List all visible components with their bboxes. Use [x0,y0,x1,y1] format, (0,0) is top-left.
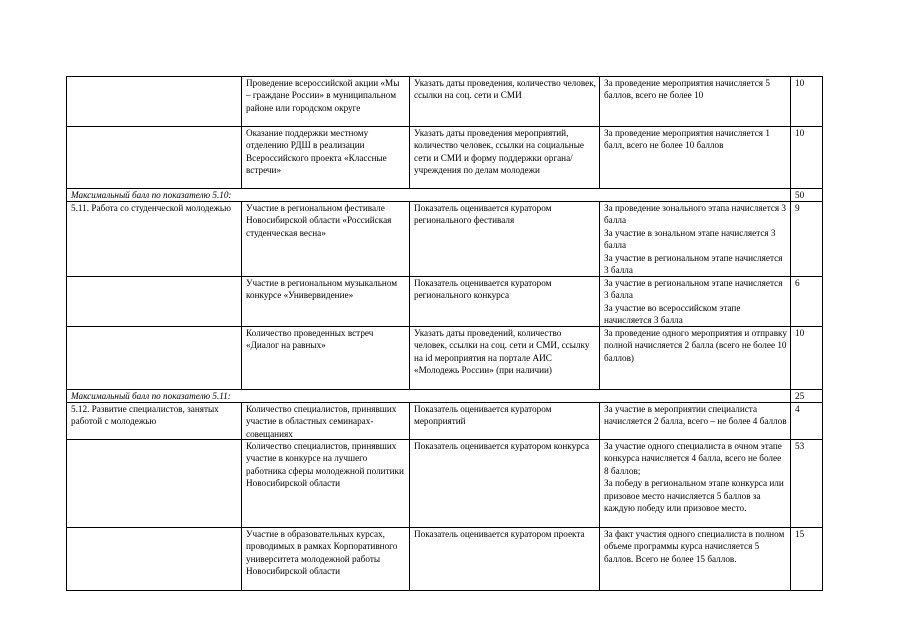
total-row [67,189,823,202]
activity-cell [242,403,410,440]
table-row [67,327,823,390]
activity-cell-text: Количество проведенных встреч «Диалог на равных» [246,328,374,351]
activity-cell-text: Участие в образовательных курсах, проводимых в рамках Корпоративного университета молодежной работы Новосибирской области [246,529,398,577]
points-cell [791,403,823,440]
section-cell [67,127,242,189]
total-row [67,390,823,403]
scoring-cell-text: За проведение одного мероприятия и отправку полной начисляется 2 балла (всего не более 10 баллов) [604,328,787,363]
section-cell [67,202,242,277]
requirement-cell-text: Показатель оценивается куратором регионального конкурса [414,278,552,301]
requirement-cell-text: Показатель оценивается куратором проекта [414,529,585,539]
points-cell [791,440,823,528]
section-cell [67,77,242,127]
section-cell-text [71,528,238,590]
table-row [67,77,823,127]
section-cell-text [71,127,238,188]
section-cell-text [71,327,238,389]
section-cell-text [71,440,238,527]
total-points [791,390,823,403]
table-row [67,403,823,440]
scoring-cell [600,127,791,189]
activity-cell [242,440,410,528]
total-label-text: Максимальный балл по показателю 5.10: [71,190,232,200]
requirement-cell-text: Показатель оценивается куратором конкурса [414,441,590,451]
points-cell-text: 9 [795,203,800,213]
requirement-cell [410,440,600,528]
requirement-cell [410,202,600,277]
activity-cell [242,77,410,127]
total-label [67,189,791,202]
activity-cell [242,127,410,189]
points-cell-text: 15 [795,529,805,539]
scoring-cell [600,403,791,440]
section-cell-text [71,77,238,126]
requirement-cell [410,327,600,390]
table-row [67,277,823,327]
requirement-cell [410,77,600,127]
requirement-cell [410,127,600,189]
criteria-table [66,76,823,591]
points-cell [791,127,823,189]
scoring-cell-text: За участие в мероприятии специалиста начисляется 2 балла, всего – не более 4 баллов [604,404,787,427]
section-cell [67,403,242,440]
requirement-cell-text: Показатель оценивается куратором мероприятий [414,404,552,427]
activity-cell [242,327,410,390]
criteria-table-body [67,77,823,591]
requirement-cell [410,403,600,440]
scoring-cell-text: За проведение зонального этапа начисляется 3 балла За участие в зональном этапе начисляется 3 балла За участие в региональном этапе начисляется 3 балла [604,203,787,276]
section-cell-text [71,277,238,326]
points-cell-text: 53 [795,441,805,451]
points-cell-text: 10 [795,128,805,138]
points-cell [791,202,823,277]
scoring-cell [600,277,791,327]
table-row [67,127,823,189]
requirement-cell-text: Указать даты проведений, количество человек, ссылки на соц. сети и СМИ, ссылку на id мероприятия на портале АИС «Молодежь России» (при наличии) [414,328,590,376]
scoring-cell-text: За проведение мероприятия начисляется 5 баллов, всего не более 10 [604,78,770,101]
requirement-cell-text: Указать даты проведения, количество человек, ссылки на соц. сети и СМИ [414,78,596,101]
scoring-cell-text: За факт участия одного специалиста в полном объеме программы курса начисляется 5 баллов. Всего не более 15 баллов. [604,529,785,564]
requirement-cell [410,528,600,591]
points-cell-text: 10 [795,328,805,338]
total-label [67,390,791,403]
scoring-cell-text: За участие в региональном этапе начисляется 3 балла За участие во всероссийском этапе начисляется 3 балла [604,278,783,326]
section-cell [67,528,242,591]
points-cell [791,327,823,390]
activity-cell [242,528,410,591]
total-points-text: 50 [795,190,805,200]
section-cell-text: 5.12. Развитие специалистов, занятых работой с молодежью [71,404,219,427]
table-row [67,202,823,277]
activity-cell-text: Участие в региональном музыкальном конкурсе «Универвидение» [246,278,398,301]
table-row [67,440,823,528]
points-cell-text: 10 [795,78,805,88]
activity-cell-text: Проведение всероссийской акции «Мы – граждане России» в муниципальном районе или городском округе [246,78,400,113]
points-cell [791,77,823,127]
activity-cell-text: Количество специалистов, принявших участие в областных семинарах-совещаниях [246,404,397,439]
scoring-cell [600,528,791,591]
points-cell-text: 4 [795,404,800,414]
scoring-cell [600,202,791,277]
points-cell [791,277,823,327]
points-cell [791,528,823,591]
total-points [791,189,823,202]
section-cell [67,440,242,528]
scoring-cell [600,327,791,390]
points-cell-text: 6 [795,278,800,288]
scoring-cell [600,440,791,528]
activity-cell [242,277,410,327]
section-cell [67,277,242,327]
requirement-cell [410,277,600,327]
activity-cell [242,202,410,277]
requirement-cell-text: Указать даты проведения мероприятий, количество человек, ссылки на социальные сети и СМИ и форму поддержки органа/учреждения по делам молодежи [414,128,584,176]
scoring-cell [600,77,791,127]
section-cell-text: 5.11. Работа со студенческой молодежью [71,203,231,213]
scoring-cell-text: За проведение мероприятия начисляется 1 балл, всего не более 10 баллов [604,128,770,151]
activity-cell-text: Участие в региональном фестивале Новосибирской области «Российская студенческая весна» [246,203,392,238]
scoring-cell-text: За участие одного специалиста в очном этапе конкурса начисляется 4 балла, всего не более 8 баллов; За победу в региональном этапе конкурса или призовое место начисляется 5 баллов за каждую победу или призовое место. [604,441,784,514]
section-cell [67,327,242,390]
activity-cell-text: Количество специалистов, принявших участие в конкурсе на лучшего работника сферы молодежной политики Новосибирской области [246,441,404,489]
table-row [67,528,823,591]
requirement-cell-text: Показатель оценивается куратором регионального фестиваля [414,203,552,226]
total-points-text: 25 [795,391,805,401]
total-label-text: Максимальный балл по показателю 5.11: [71,391,231,401]
activity-cell-text: Оказание поддержки местному отделению РДШ в реализации Всероссийского проекта «Классные встречи» [246,128,387,176]
